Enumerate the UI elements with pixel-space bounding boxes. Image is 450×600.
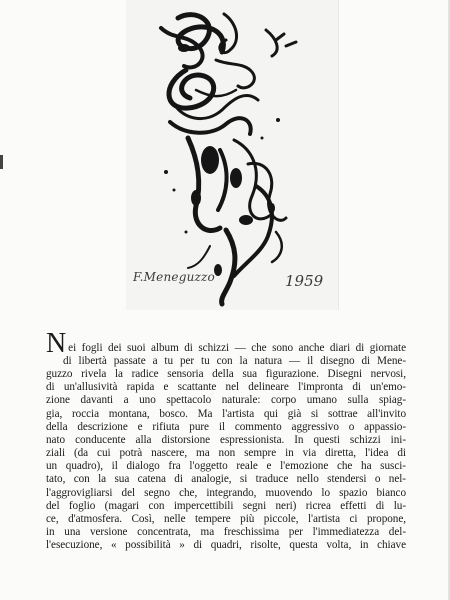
text-line: di libertà passate a tu per tu con la natura — il disegno di Mene-: [63, 355, 406, 367]
text-line: del foglio (magari con impercettibili segni neri) ricrea effetti di lu-: [46, 499, 406, 512]
text-line: gia, roccia montana, bosco. Ma l'artista qui già si sottrae all'invito: [46, 407, 406, 420]
essay-paragraph: [46, 328, 406, 552]
text-line: l'aggrovigliarsi del segno che, integrando, muovendo lo spazio bianco: [46, 486, 406, 499]
text-line: della descrizione e rifiuta pure il commento aggressivo o appassio-: [46, 420, 406, 433]
text-line: in una versione concentrata, ma freschissima per l'immediatezza del-: [46, 526, 406, 539]
text-line: guzzo rivela la radice sensoria della sua figurazione. Disegni nervosi,: [46, 368, 406, 381]
text-line: un quadro), il dialogo fra l'oggetto reale e l'emozione che ha susci-: [46, 460, 406, 473]
artwork-year: 1959: [285, 272, 324, 290]
drop-cap: N: [46, 328, 67, 359]
text-line: di un'allusività rapida e scattante nel delineare l'impronta di un'emo-: [46, 381, 406, 394]
text-line: [46, 328, 406, 359]
ink-drawing-plate: [126, 0, 339, 310]
text-line: l'esecuzione, « possibilità » di quadri, risolte, questa volta, in chiave: [46, 539, 406, 552]
margin-mark: [0, 155, 3, 169]
ink-drawing: [126, 0, 338, 310]
text-line: tato, con la sua catena di analogie, si traduce nello stendersi o nel-: [46, 473, 406, 486]
text-line: ce, d'atmosfera. Così, nelle tempere più piccole, l'artista ci propone,: [46, 512, 406, 525]
artist-signature: F.Meneguzzo: [133, 270, 215, 284]
text-line-content: ei fogli dei suoi album di schizzi — che sono anche diari di giornate: [68, 341, 406, 354]
text-line: zione davanti a uno spettacolo naturale: corpo umano sulla spiag-: [46, 394, 406, 407]
text-line: ziali (da cui potrà nascere, ma non sempre in via diretta, l'idea di: [46, 447, 406, 460]
text-line: nato conducente alla distorsione espressionista. In questi schizzi ini-: [46, 433, 406, 446]
